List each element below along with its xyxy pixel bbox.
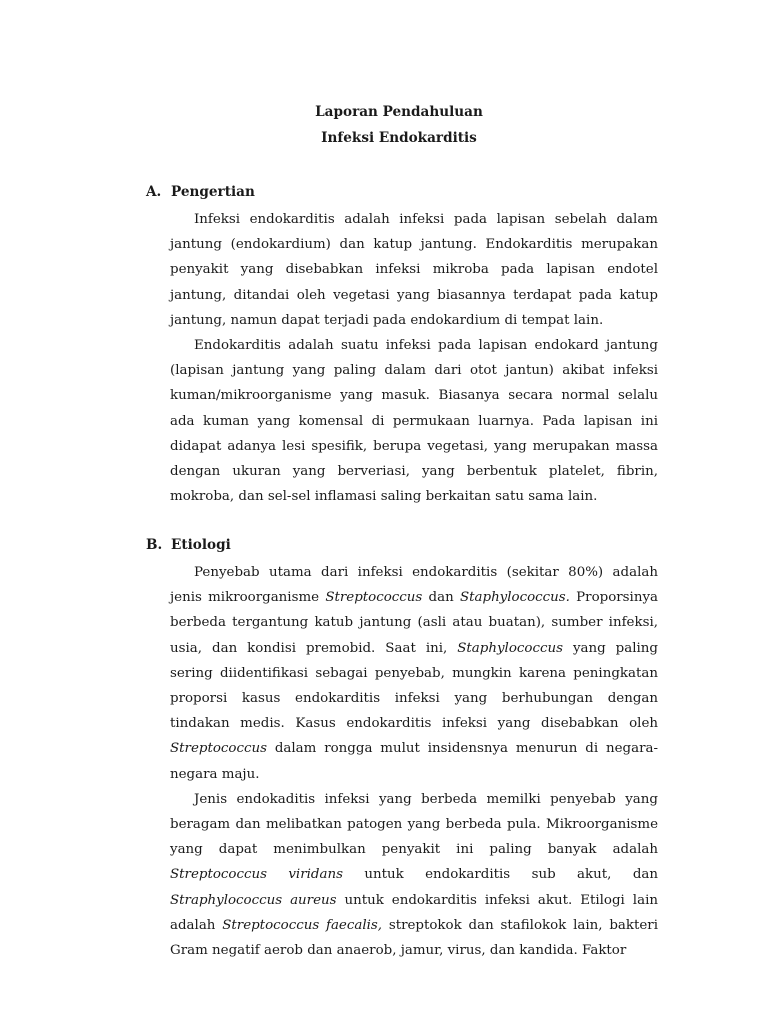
paragraph: Infeksi endokarditis adalah infeksi pada lapisan sebelah dalam jantung (endokardium) dan katup jantung. Endokarditis merupakan penyakit yang disebabkan infeksi mikroba pada lapisan endotel jantung, ditandai oleh vegetasi yang biasannya terdapat pada katup jantung, namun dapat terjadi pada endokardium di tempat lain. xyxy=(170,212,658,328)
text-run: dalam rongga mulut insidensnya menurun di negara-negara maju. xyxy=(170,741,658,782)
text-run: yang paling sering diidentifikasi sebagai penyebab, mungkin karena peningkatan proporsi kasus endokarditis infeksi yang berhubungan dengan tindakan medis. Kasus endokarditis infeksi yang disebabkan oleh xyxy=(170,640,658,732)
document-title-line1: Laporan Pendahuluan xyxy=(315,104,483,120)
italic-term: Streptococcus xyxy=(170,741,267,757)
text-run: Jenis endokaditis infeksi yang berbeda memilki penyebab yang beragam dan melibatkan patogen yang berbeda pula. Mikroorganisme yang dapat menimbulkan penyakit ini paling banyak adalah xyxy=(170,791,658,858)
italic-term: Straphylococcus aureus xyxy=(170,892,337,908)
text-run: Proporsinya berbeda tergantung katub jantung (asli atau buatan), sumber infeksi, usia, dan kondisi premobid. Saat ini, xyxy=(170,590,658,656)
section-etiologi xyxy=(146,535,658,963)
text-run: dan xyxy=(422,590,460,606)
italic-term: Streptococcus xyxy=(325,590,423,606)
section-heading xyxy=(146,182,658,202)
document-title-line2: Infeksi Endokarditis xyxy=(321,130,477,146)
text-run: untuk endokarditis sub akut, dan xyxy=(342,867,658,883)
italic-term: Staphylococcus. xyxy=(459,590,570,606)
paragraph: Endokarditis adalah suatu infeksi pada lapisan endokard jantung (lapisan jantung yang paling dalam dari otot jantun) akibat infeksi kuman/mikroorganisme yang masuk. Biasanya secara normal selalu ada kuman yang komensal di permukaan luarnya. Pada lapisan ini didapat adanya lesi spesifik, berupa vegetasi, yang merupakan massa dengan ukuran yang berveriasi, yang berbentuk platelet, fibrin, mokroba, dan sel-sel inflamasi saling berkaitan satu sama lain. xyxy=(170,338,658,505)
section-pengertian xyxy=(146,182,658,509)
text-run: Penyebab utama dari infeksi endokarditis (sekitar 80%) adalah jenis mikroorganisme xyxy=(170,565,658,606)
italic-term: Streptococcus faecalis, xyxy=(222,917,383,933)
paragraph xyxy=(170,787,658,963)
section-title: Pengertian xyxy=(171,184,255,200)
text-run: streptokok dan stafilokok lain, bakteri Gram negatif aerob dan anaerob, jamur, virus, dan kandida. Faktor xyxy=(170,917,658,959)
italic-term: Staphylococcus xyxy=(457,640,563,656)
paragraph xyxy=(170,560,658,787)
section-letter: A. xyxy=(146,184,162,200)
section-letter: B. xyxy=(146,537,163,553)
italic-term: Streptococcus viridans xyxy=(170,867,343,883)
text-run: untuk endokarditis infeksi akut. Etilogi lain adalah xyxy=(170,892,658,933)
section-heading xyxy=(146,535,658,555)
section-title: Etiologi xyxy=(171,537,231,553)
